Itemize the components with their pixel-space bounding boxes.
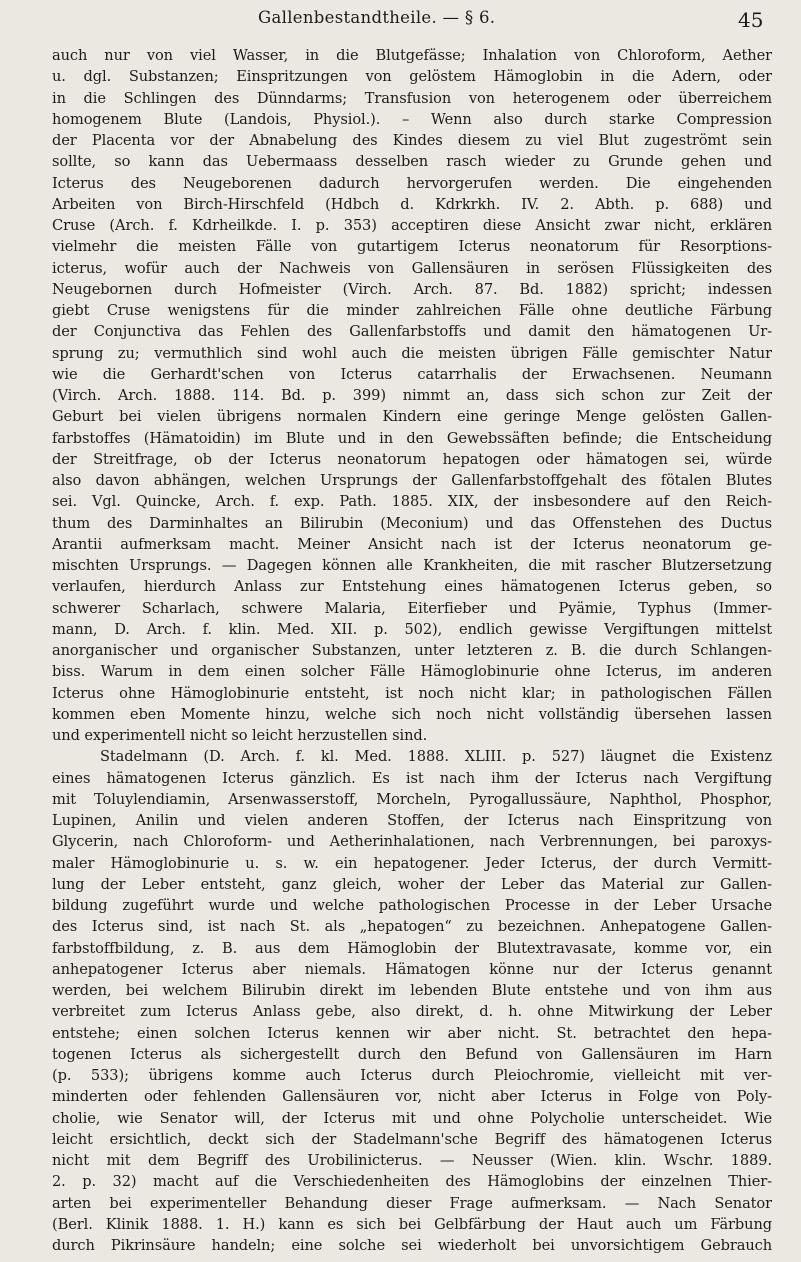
text-line: mann, D. Arch. f. klin. Med. XII. p. 502), endlich gewisse Vergiftungen mittelst	[52, 620, 772, 638]
running-title: Gallenbestandtheile. — § 6.	[258, 8, 496, 27]
text-line: also davon abhängen, welchen Ursprungs der Gallenfarbstoffgehalt des fötalen Blutes	[52, 472, 772, 489]
text-line: u. dgl. Substanzen; Einspritzungen von gelöstem Hämoglobin in die Adern, oder	[52, 68, 772, 86]
text-line: mit Toluylendiamin, Arsenwasserstoff, Morcheln, Pyrogallussäure, Naphthol, Phosphor,	[52, 790, 772, 808]
text-line: mischten Ursprungs. — Dagegen können alle Krankheiten, die mit rascher Blutzersetzung	[52, 557, 772, 574]
text-line: der Placenta vor der Abnabelung des Kindes diesem zu viel Blut zugeströmt sein	[52, 132, 772, 149]
text-line: Glycerin, nach Chloroform- und Aetherinhalationen, nach Verbrennungen, bei paroxys-	[52, 833, 772, 851]
text-line: icterus, wofür auch der Nachweis von Gallensäuren in serösen Flüssigkeiten des	[52, 259, 772, 277]
text-line: minderten oder fehlenden Gallensäuren vor, nicht aber Icterus in Folge von Poly-	[52, 1088, 772, 1106]
text-line: der Conjunctiva das Fehlen des Gallenfarbstoffs und damit den hämatogenen Ur-	[52, 323, 772, 341]
text-line: sprung zu; vermuthlich sind wohl auch die meisten übrigen Fälle gemischter Natur	[52, 344, 772, 362]
text-line: des Icterus sind, ist nach St. als „hepatogen“ zu bezeichnen. Anhepatogene Gallen-	[52, 918, 772, 936]
text-line: Neugebornen durch Hofmeister (Virch. Arch. 87. Bd. 1882) spricht; indessen	[52, 280, 772, 298]
text-line: verbreitet zum Icterus Anlass gebe, also direkt, d. h. ohne Mitwirkung der Leber	[52, 1003, 772, 1021]
text-line: Geburt bei vielen übrigens normalen Kindern eine geringe Menge gelösten Gallen-	[52, 408, 772, 426]
text-line: Lupinen, Anilin und vielen anderen Stoffen, der Icterus nach Einspritzung von	[52, 812, 772, 829]
text-line: thum des Darminhaltes an Bilirubin (Meconium) und das Offenstehen des Ductus	[52, 514, 772, 532]
text-line: nicht mit dem Begriff des Urobilinicterus. — Neusser (Wien. klin. Wschr. 1889.	[52, 1152, 772, 1169]
text-line: arten bei experimenteller Behandung dieser Frage aufmerksam. — Nach Senator	[52, 1194, 772, 1212]
text-line: (p. 533); übrigens komme auch Icterus durch Pleiochromie, vielleicht mit ver-	[52, 1067, 772, 1084]
text-line: togenen Icterus als sichergestellt durch den Befund von Gallensäuren im Harn	[52, 1045, 772, 1063]
text-line: werden, bei welchem Bilirubin direkt im lebenden Blute entstehe und von ihm aus	[52, 982, 772, 999]
text-line: cholie, wie Senator will, der Icterus mit und ohne Polycholie unterscheidet. Wie	[52, 1109, 772, 1127]
text-line: Arbeiten von Birch-Hirschfeld (Hdbch d. Kdrkrkh. IV. 2. Abth. p. 688) und	[52, 195, 772, 213]
text-line: und experimentell nicht so leicht herzustellen sind.	[52, 727, 428, 744]
text-line: entstehe; einen solchen Icterus kennen wir aber nicht. St. betrachtet den hepa-	[52, 1024, 772, 1042]
text-line: Icterus ohne Hämoglobinurie entsteht, ist noch nicht klar; in pathologischen Fällen	[52, 684, 772, 702]
text-line: leicht ersichtlich, deckt sich der Stadelmann'sche Begriff des hämatogenen Icterus	[52, 1130, 772, 1148]
text-line: Icterus des Neugeborenen dadurch hervorgerufen werden. Die eingehenden	[52, 174, 772, 192]
text-line: 2. p. 32) macht auf die Verschiedenheiten des Hämoglobins der einzelnen Thier-	[52, 1173, 772, 1191]
text-line: kommen eben Momente hinzu, welche sich noch nicht vollständig übersehen lassen	[52, 705, 772, 723]
text-line: schwerer Scharlach, schwere Malaria, Eiterfieber und Pyämie, Typhus (Immer-	[52, 599, 772, 617]
text-line: bildung zugeführt wurde und welche pathologischen Processe in der Leber Ursache	[52, 897, 772, 914]
text-line: (Berl. Klinik 1888. 1. H.) kann es sich bei Gelbfärbung der Haut auch um Färbung	[52, 1215, 772, 1233]
running-head	[0, 8, 801, 34]
text-line: anhepatogener Icterus aber niemals. Hämatogen könne nur der Icterus genannt	[52, 960, 772, 978]
text-line: anorganischer und organischer Substanzen, unter letzteren z. B. die durch Schlangen-	[52, 642, 772, 659]
text-line: eines hämatogenen Icterus gänzlich. Es ist nach ihm der Icterus nach Vergiftung	[52, 769, 772, 787]
page-number: 45	[738, 8, 764, 32]
text-line: verlaufen, hierdurch Anlass zur Entstehung eines hämatogenen Icterus geben, so	[52, 578, 772, 596]
text-line: giebt Cruse wenigstens für die minder zahlreichen Fälle ohne deutliche Färbung	[52, 302, 772, 319]
text-line: auch nur von viel Wasser, in die Blutgefässe; Inhalation von Chloroform, Aether	[52, 47, 772, 64]
text-line: Cruse (Arch. f. Kdrheilkde. I. p. 353) acceptiren diese Ansicht zwar nicht, erklären	[52, 217, 772, 234]
text-line: farbstoffbildung, z. B. aus dem Hämoglobin der Blutextravasate, komme vor, ein	[52, 939, 772, 957]
text-line: maler Hämoglobinurie u. s. w. ein hepatogener. Jeder Icterus, der durch Vermitt-	[52, 854, 772, 872]
text-line: sollte, so kann das Uebermaass desselben rasch wieder zu Grunde gehen und	[52, 153, 772, 171]
text-line: durch Pikrinsäure handeln; eine solche sei wiederholt bei unvorsichtigem Gebrauch	[52, 1237, 772, 1254]
text-line: wie die Gerhardt'schen von Icterus catarrhalis der Erwachsenen. Neumann	[52, 365, 772, 383]
text-line: farbstoffes (Hämatoidin) im Blute und in den Gewebssäften befinde; die Entscheidung	[52, 429, 772, 447]
text-line: in die Schlingen des Dünndarms; Transfusion von heterogenem oder überreichem	[52, 89, 772, 107]
text-line: (Virch. Arch. 1888. 114. Bd. p. 399) nimmt an, dass sich schon zur Zeit der	[52, 387, 772, 404]
text-line: biss. Warum in dem einen solcher Fälle Hämoglobinurie ohne Icterus, im anderen	[52, 663, 772, 681]
text-line: vielmehr die meisten Fälle von gutartigem Icterus neonatorum für Resorptions-	[52, 238, 772, 256]
text-line: lung der Leber entsteht, ganz gleich, woher der Leber das Material zur Gallen-	[52, 875, 772, 893]
text-line: homogenem Blute (Landois, Physiol.). – Wenn also durch starke Compression	[52, 110, 772, 128]
text-line: der Streitfrage, ob der Icterus neonatorum hepatogen oder hämatogen sei, würde	[52, 450, 772, 468]
text-line: Stadelmann (D. Arch. f. kl. Med. 1888. XLIII. p. 527) läugnet die Existenz	[100, 748, 772, 766]
text-line: sei. Vgl. Quincke, Arch. f. exp. Path. 1885. XIX, der insbesondere auf den Reich-	[52, 493, 772, 511]
text-line: Arantii aufmerksam macht. Meiner Ansicht nach ist der Icterus neonatorum ge-	[52, 535, 772, 553]
body-text	[52, 45, 772, 1256]
